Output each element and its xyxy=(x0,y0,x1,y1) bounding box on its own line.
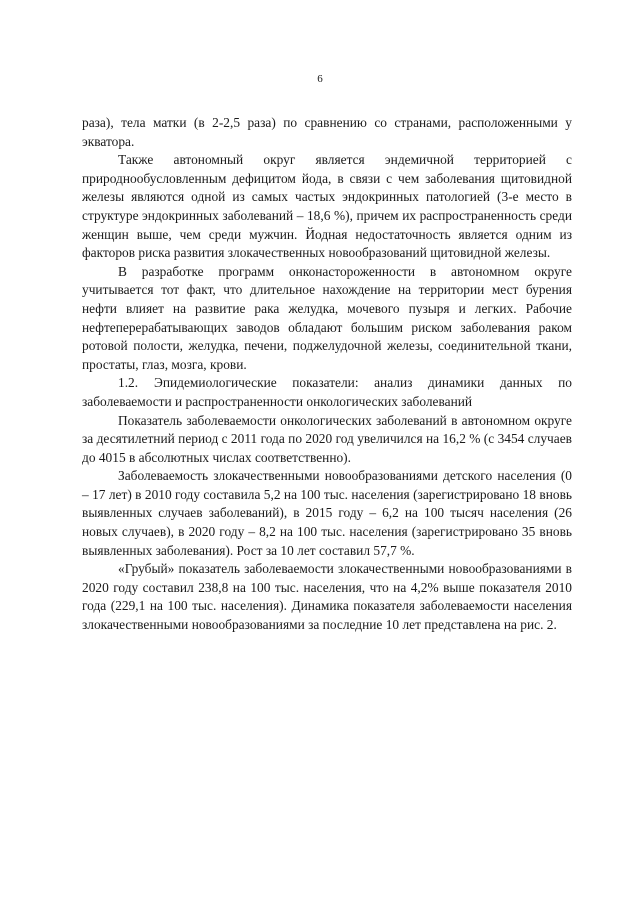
document-body xyxy=(82,114,572,635)
paragraph-continuation: раза), тела матки (в 2-2,5 раза) по сравнению со странами, расположенными у экватора. xyxy=(82,115,572,149)
section-number: 1.2. xyxy=(118,375,139,391)
paragraph-crude-rate: «Грубый» показатель заболеваемости злокачественными новообразованиями в 2020 году составил 238,8 на 100 тыс. населения, что на 4,2% выше показателя 2010 года (229,1 на 100 тыс. населения). Динамика показателя заболеваемости населения злокачественными новообразованиями за последние 10 лет представлена на рис. 2. xyxy=(82,561,572,633)
section-title: Эпидемиологические показатели: анализ динамики данных по заболеваемости и распространенности онкологических заболеваний xyxy=(82,375,572,409)
page-number: 6 xyxy=(317,73,323,85)
paragraph-incidence-growth: Показатель заболеваемости онкологических заболеваний в автономном округе за десятилетний период с 2011 года по 2020 год увеличился на 16,2 % (с 3454 случаев до 4015 в абсолютных числах соответственно). xyxy=(82,412,572,465)
section-heading xyxy=(82,374,572,411)
paragraph-child-incidence: Заболеваемость злокачественными новообразованиями детского населения (0 – 17 лет) в 2010 году составила 5,2 на 100 тыс. населения (зарегистрировано 18 вновь выявленных случаев заболеваний), в 2015 году – 6,2 на 100 тысяч населения (26 новых случаев), в 2020 году – 8,2 на 100 тыс. населения (зарегистрировано 35 вновь выявленных заболевания). Рост за 10 лет составил 57,7 %. xyxy=(82,468,572,558)
paragraph-iodine-deficiency: Также автономный округ является эндемичной территорией с природнообусловленным дефицитом йода, в связи с чем заболевания щитовидной железы являются одной из самых частых эндокринных патологией (3-е место в структуре эндокринных заболеваний – 18,6 %), причем их распространенность среди женщин выше, чем среди мужчин. Йодная недостаточность является одним из факторов риска развития злокачественных новообразований щитовидной железы. xyxy=(82,152,572,261)
paragraph-oil-risk: В разработке программ онконастороженности в автономном округе учитывается тот факт, что длительное нахождение на территории мест бурения нефти влияет на развитие рака желудка, мочевого пузыря и легких. Рабочие нефтеперерабатывающих заводов обладают большим риском заболевания раком ротовой полости, желудка, печени, поджелудочной железы, соединительной ткани, простаты, глаз, мозга, крови. xyxy=(82,263,572,372)
